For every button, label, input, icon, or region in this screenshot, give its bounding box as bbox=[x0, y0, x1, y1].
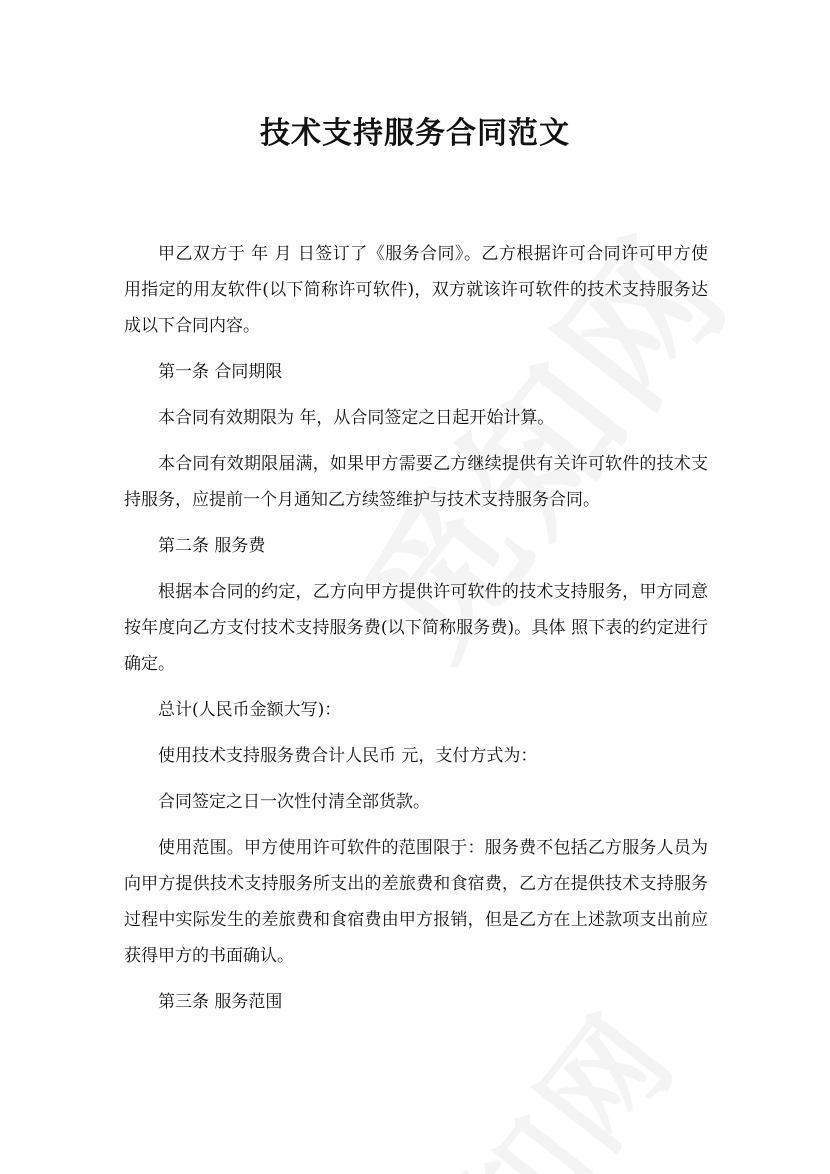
paragraph: 总计(人民币金额大写)： bbox=[158, 700, 342, 720]
paragraph: 根据本合同的约定，乙方向甲方提供许可软件的技术支持服务，甲方同意按年度向乙方支付技术支持服务费(以下简称服务费)。具体 照下表的约定进行确定。 bbox=[124, 582, 708, 674]
paragraph: 使用范围。甲方使用许可软件的范围限于：服务费不包括乙方服务人员为向甲方提供技术支持服务所支出的差旅费和食宿费，乙方在提供技术支持服务过程中实际发生的差旅费和食宿费由甲方报销，但是乙方在上述款项支出前应获得甲方的书面确认。 bbox=[124, 838, 708, 966]
paragraph: 使用技术支持服务费合计人民币 元，支付方式为： bbox=[158, 746, 538, 766]
paragraph: 本合同有效期限为 年，从合同签定之日起开始计算。 bbox=[158, 408, 555, 428]
paragraph-intro: 甲乙双方于 年 月 日签订了《服务合同》。乙方根据许可合同许可甲方使用指定的用友软件(以下简称许可软件)，双方就该许可软件的技术支持服务达成以下合同内容。 bbox=[124, 244, 708, 336]
section-heading-3: 第三条 服务范围 bbox=[158, 992, 283, 1012]
section-heading-2: 第二条 服务费 bbox=[158, 536, 266, 556]
document-title: 技术支持服务合同范文 bbox=[260, 116, 570, 151]
paragraph: 本合同有效期限届满，如果甲方需要乙方继续提供有关许可软件的技术支持服务，应提前一个月通知乙方续签维护与技术支持服务合同。 bbox=[124, 454, 708, 510]
section-heading-1: 第一条 合同期限 bbox=[158, 362, 283, 382]
paragraph: 合同签定之日一次性付清全部货款。 bbox=[158, 792, 430, 812]
document-body bbox=[124, 236, 708, 1030]
